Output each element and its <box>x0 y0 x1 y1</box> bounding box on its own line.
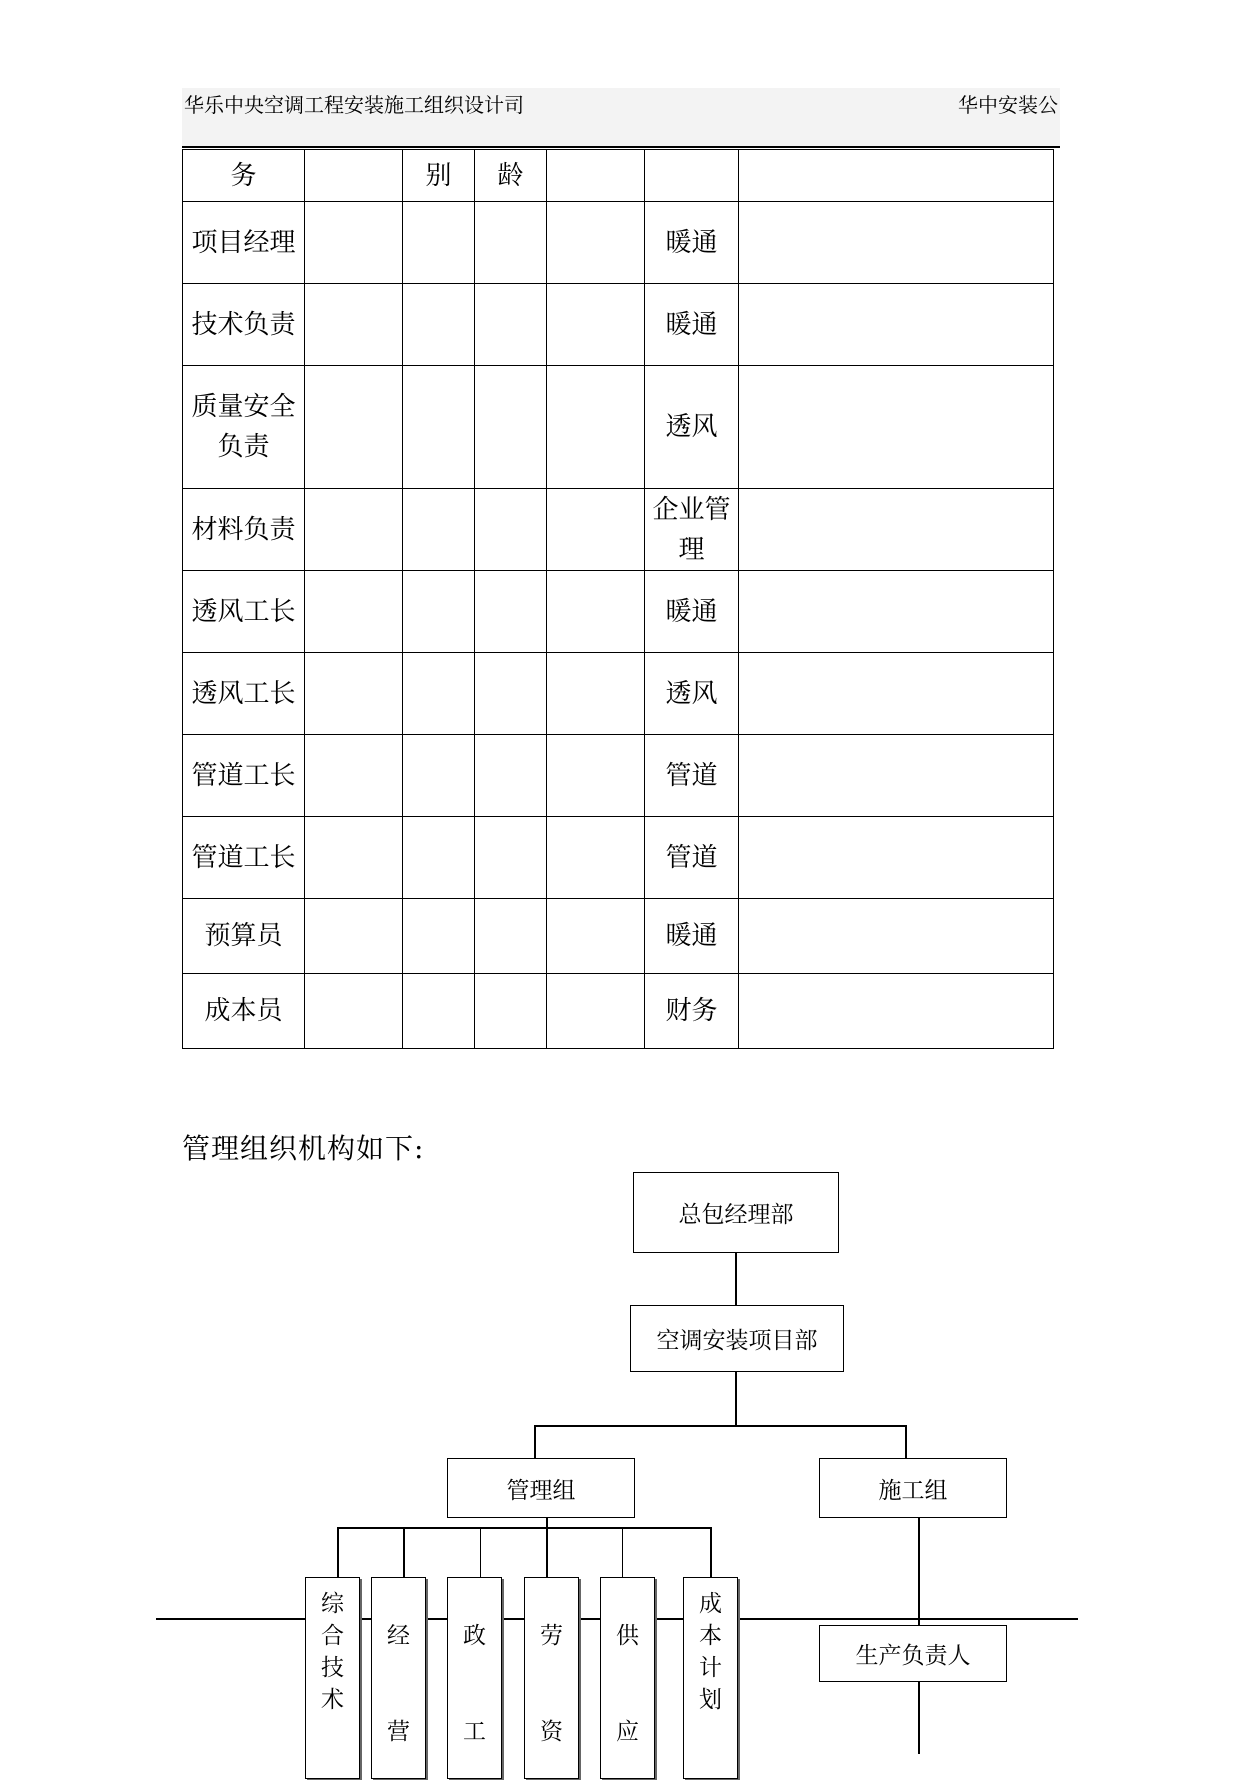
major-text: 暖通 <box>665 596 718 627</box>
connector-line <box>403 1527 405 1577</box>
role-text: 预算员 <box>204 921 283 951</box>
org-node-technical <box>305 1577 360 1779</box>
role-text: 项目经理 <box>191 227 296 258</box>
connector-line <box>337 1527 712 1529</box>
header-cell: 务 <box>183 150 305 202</box>
connector-line <box>622 1527 623 1577</box>
major-text: 透风 <box>665 412 718 442</box>
org-node-labor <box>524 1577 579 1779</box>
connector-line <box>546 1527 548 1577</box>
connector-line <box>337 1527 339 1577</box>
connector-line <box>534 1425 536 1459</box>
major-text: 暖通 <box>665 921 718 951</box>
header-cell: 龄 <box>475 150 547 202</box>
role-text: 质量安全负责 <box>191 392 296 462</box>
org-node-political <box>447 1577 502 1779</box>
org-node-ac-project-dept: 空调安装项目部 <box>630 1305 844 1372</box>
connector-line <box>918 1681 920 1754</box>
org-node-supply <box>600 1577 655 1779</box>
major-text: 企业管理 <box>652 494 731 565</box>
header-company: 华中安装公 <box>958 93 1058 117</box>
org-node-construction-group: 施工组 <box>819 1458 1007 1518</box>
header-cell: 别 <box>403 150 475 202</box>
role-text: 材料负责 <box>191 514 296 545</box>
major-text: 管道 <box>665 842 718 873</box>
major-text: 管道 <box>665 760 718 791</box>
section-title: 管理组织机构如下: <box>182 1132 425 1165</box>
org-node-business <box>371 1577 426 1779</box>
connector-line <box>480 1527 481 1577</box>
role-text: 管道工长 <box>191 842 296 873</box>
major-text: 暖通 <box>665 227 718 258</box>
org-node-cost-planning <box>683 1577 738 1779</box>
major-text: 透风 <box>665 678 718 709</box>
role-text: 技术负责 <box>191 309 296 340</box>
connector-line <box>735 1252 737 1306</box>
role-text: 透风工长 <box>191 678 296 709</box>
department-label: 成本计划 <box>699 1591 722 1713</box>
connector-line <box>735 1371 737 1425</box>
connector-line <box>710 1527 712 1577</box>
department-label: 供应 <box>616 1623 639 1745</box>
department-label: 政工 <box>463 1623 486 1745</box>
header-document-title: 华乐中央空调工程安装施工组织设计司 <box>184 93 524 117</box>
connector-line <box>905 1425 907 1459</box>
department-label: 经营 <box>387 1623 410 1745</box>
department-label: 综合技术 <box>321 1591 344 1713</box>
major-text: 财务 <box>665 996 718 1026</box>
connector-line <box>534 1425 907 1427</box>
role-text: 透风工长 <box>191 596 296 627</box>
role-text: 成本员 <box>204 996 283 1026</box>
org-node-general-management: 总包经理部 <box>633 1172 839 1253</box>
role-text: 管道工长 <box>191 760 296 791</box>
connector-line <box>918 1516 920 1626</box>
org-node-management-group: 管理组 <box>447 1458 635 1518</box>
department-label: 劳资 <box>540 1623 563 1745</box>
org-node-production-lead: 生产负责人 <box>819 1625 1007 1682</box>
major-text: 暖通 <box>665 309 718 340</box>
